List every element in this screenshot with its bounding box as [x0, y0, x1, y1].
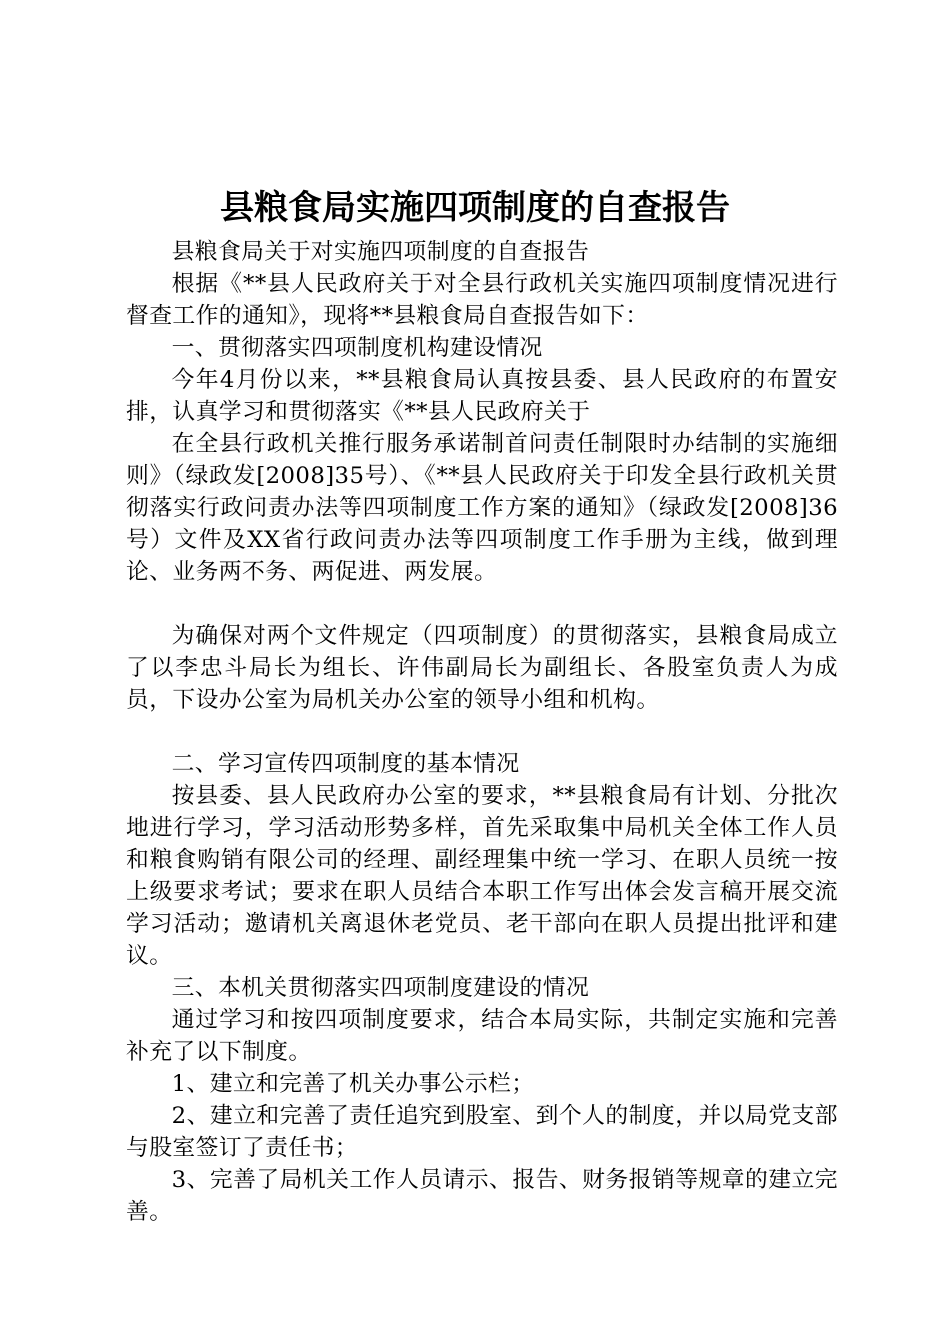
section-heading-2: 二、学习宣传四项制度的基本情况 — [171, 751, 520, 777]
section-heading-1: 一、贯彻落实四项制度机构建设情况 — [171, 335, 543, 361]
paragraph: 通过学习和按四项制度要求，结合本局实际，共制定实施和完善补充了以下制度。 — [126, 1007, 838, 1065]
paragraph-subtitle: 县粮食局关于对实施四项制度的自查报告 — [171, 239, 590, 265]
document-body — [126, 236, 838, 1228]
paragraph: 在全县行政机关推行服务承诺制首问责任制限时办结制的实施细则》（绿政发[2008]35号）、《**县人民政府关于印发全县行政机关贯彻落实行政问责办法等四项制度工作方案的通知》（绿政发[2008]36号）文件及XX省行政问责办法等四项制度工作手册为主线，做到理论、业务两不务、两促进、两发展。 — [126, 431, 838, 585]
blank-line — [126, 716, 838, 748]
paragraph: 为确保对两个文件规定（四项制度）的贯彻落实，县粮食局成立了以李忠斗局长为组长、许伟副局长为副组长、各股室负责人为成员，下设办公室为局机关办公室的领导小组和机构。 — [126, 623, 838, 713]
paragraph: 今年4月份以来，**县粮食局认真按县委、县人民政府的布置安排，认真学习和贯彻落实《**县人民政府关于 — [126, 367, 838, 425]
document-title: 县粮食局实施四项制度的自查报告 — [220, 188, 730, 228]
paragraph: 按县委、县人民政府办公室的要求，**县粮食局有计划、分批次地进行学习，学习活动形势多样，首先采取集中局机关全体工作人员和粮食购销有限公司的经理、副经理集中统一学习、在职人员统一按上级要求考试；要求在职人员结合本职工作写出体会发言稿开展交流学习活动；邀请机关离退休老党员、老干部向在职人员提出批评和建议。 — [126, 783, 838, 969]
paragraph-intro: 根据《**县人民政府关于对全县行政机关实施四项制度情况进行督查工作的通知》，现将**县粮食局自查报告如下： — [126, 271, 838, 329]
blank-line — [126, 588, 838, 620]
list-item: 3、完善了局机关工作人员请示、报告、财务报销等规章的建立完善。 — [126, 1167, 838, 1225]
section-heading-3: 三、本机关贯彻落实四项制度建设的情况 — [171, 975, 590, 1001]
list-item: 1、建立和完善了机关办事公示栏； — [171, 1071, 535, 1097]
list-item: 2、建立和完善了责任追究到股室、到个人的制度，并以局党支部与股室签订了责任书； — [126, 1103, 838, 1161]
